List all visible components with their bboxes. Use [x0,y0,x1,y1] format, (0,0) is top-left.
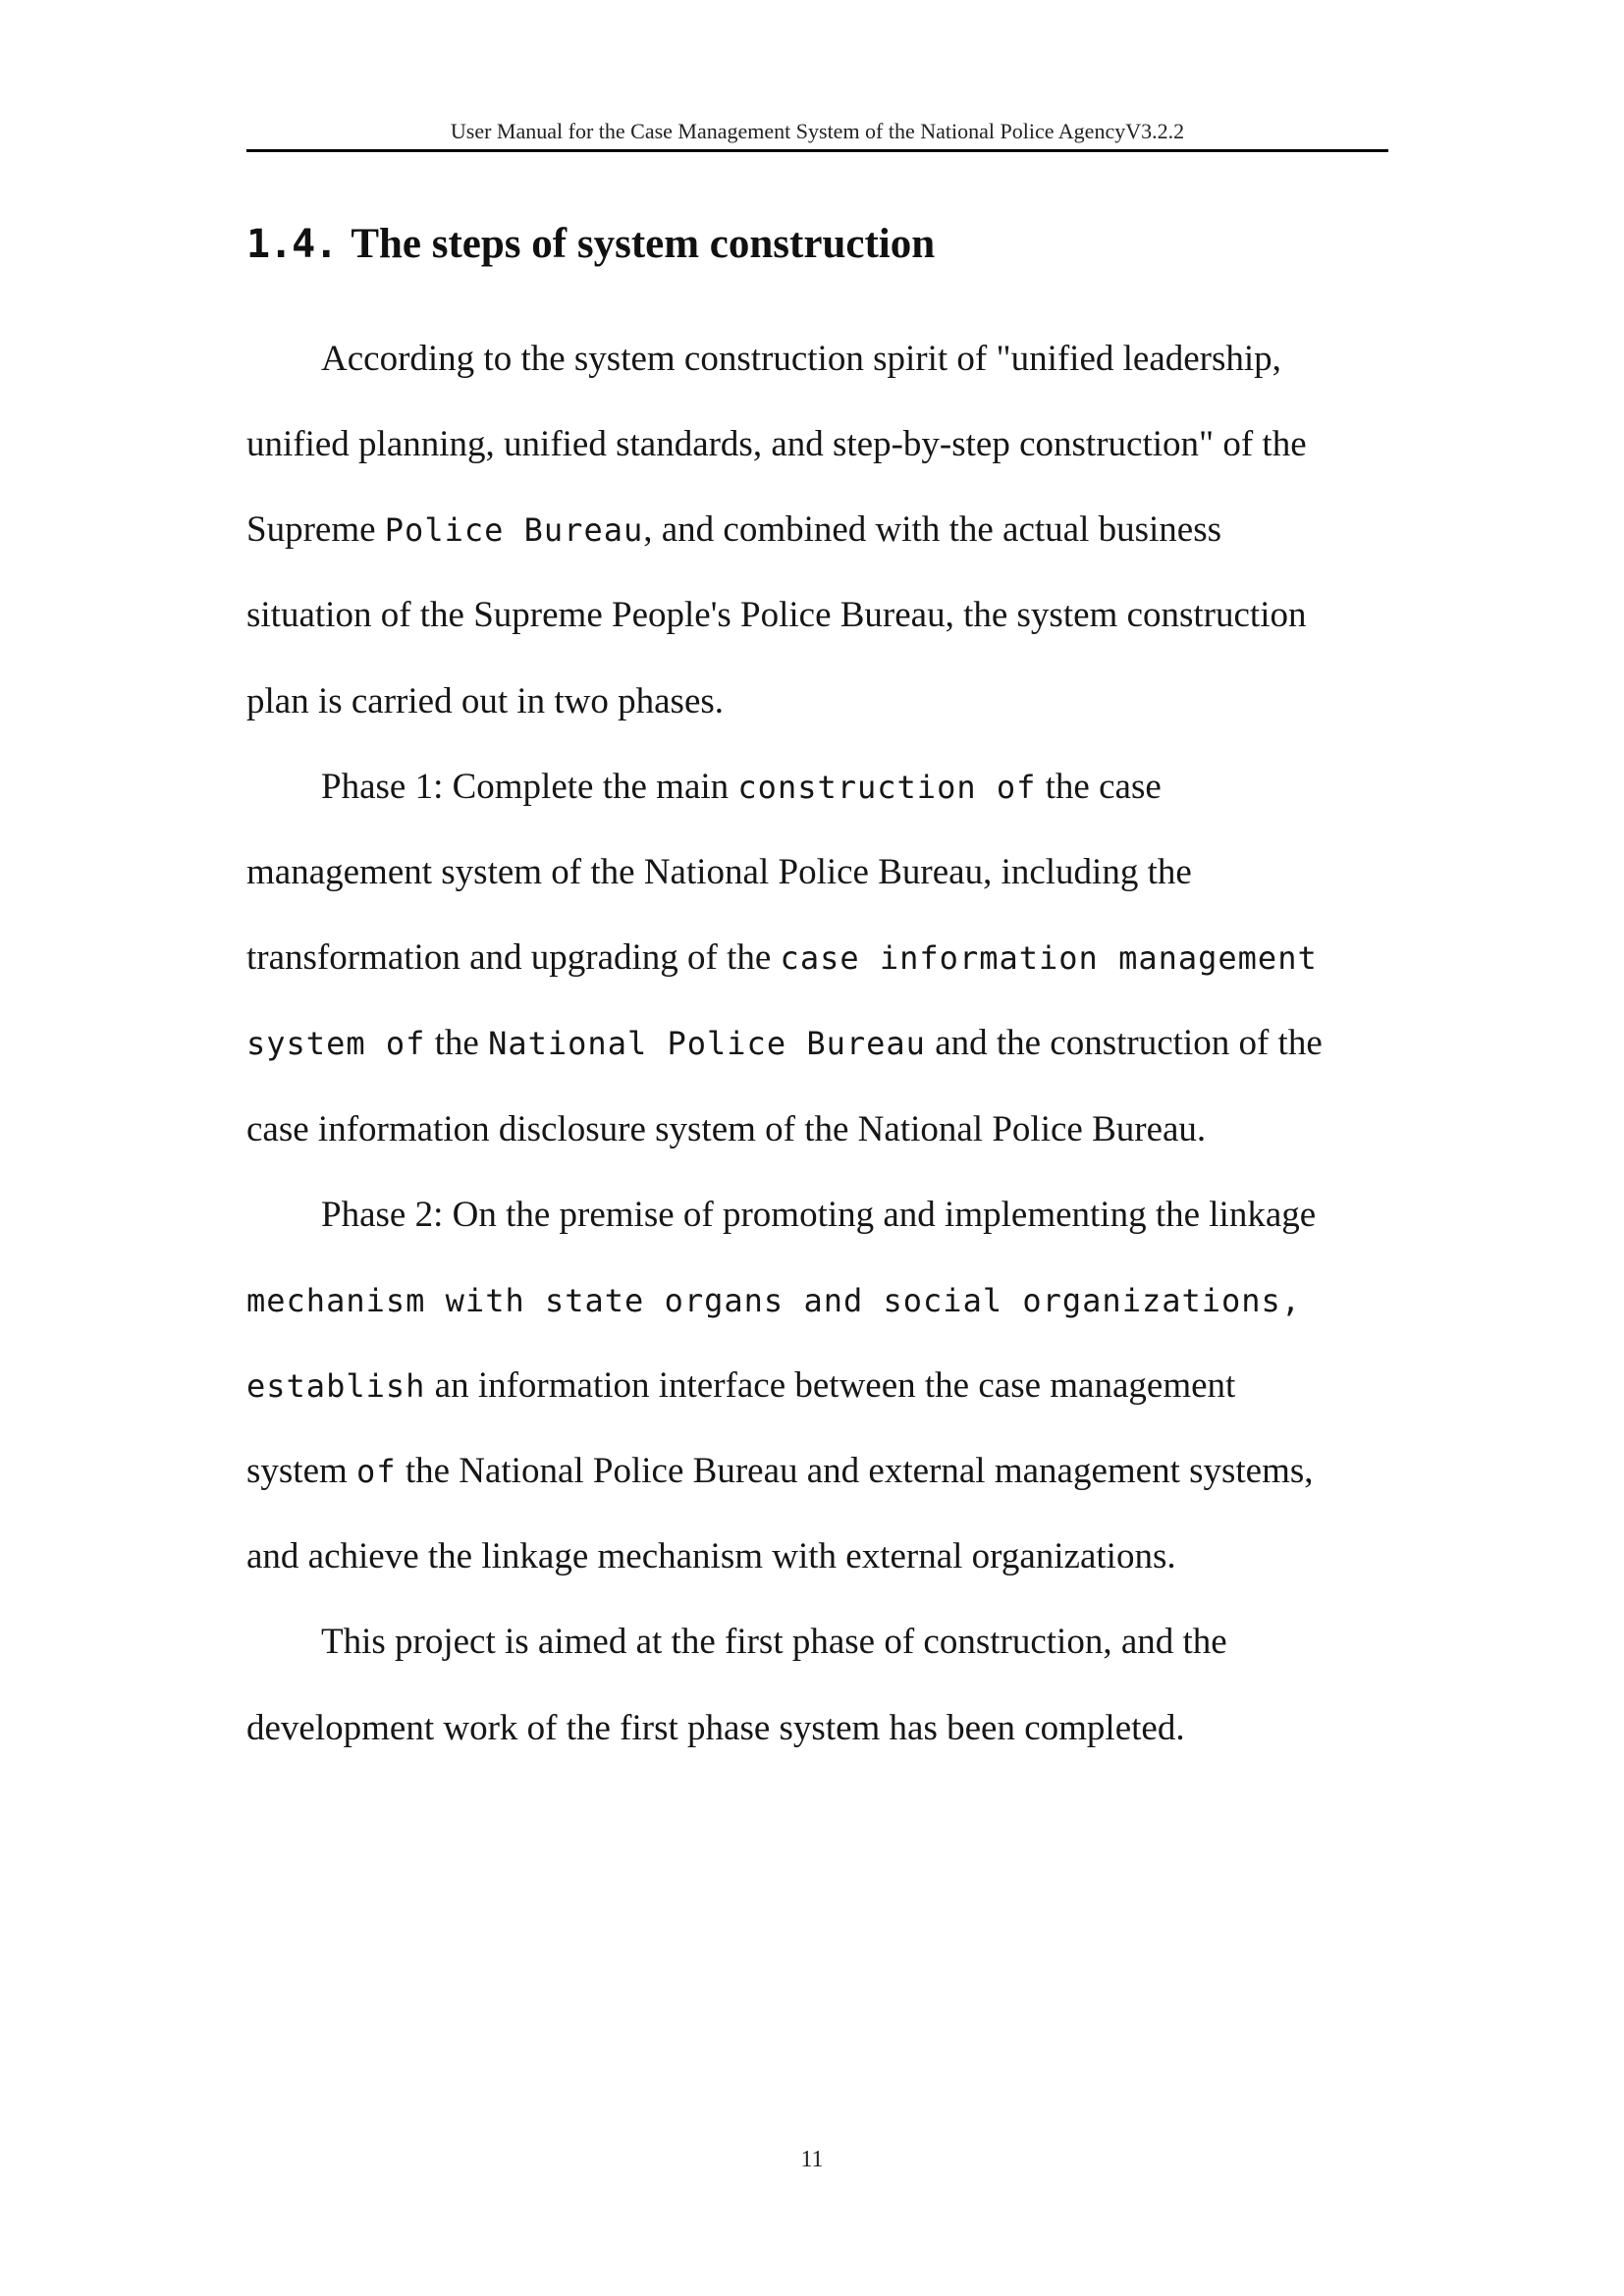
text-run: , and combined with the actual business [643,509,1222,550]
text-run: an information interface between the case management [425,1365,1236,1406]
text-line [321,759,1162,816]
text-line [246,502,1221,559]
section-heading [246,208,935,281]
text-run: construction of [737,769,1037,806]
text-run: case information management [780,939,1318,977]
text-run: development work of the first phase system has been completed. [246,1708,1185,1748]
text-line [246,1443,1314,1500]
text-line [246,673,724,730]
text-line [246,416,1307,473]
text-run: plan is carried out in two phases. [246,681,725,721]
text-run: Supreme [246,509,385,550]
text-line [246,1358,1235,1415]
page-header [246,114,1388,152]
text-run: establish [246,1367,426,1405]
text-run: system [246,1451,357,1491]
text-run: This project is aimed at the first phase of construction, and the [321,1622,1227,1662]
text-run: Phase 1: Complete the main [321,767,738,807]
text-line [246,1700,1185,1757]
text-line [246,844,1192,901]
text-line [246,1528,1176,1585]
text-line [246,587,1306,644]
text-line [321,1187,1316,1244]
text-run: mechanism with state organs and social organizations, [246,1282,1302,1319]
section-title: The steps of system construction [351,221,936,267]
text-run: and the construction of the [925,1023,1323,1063]
text-line [246,1015,1323,1072]
text-run: Phase 2: On the premise of promoting and implementing the linkage [321,1195,1317,1235]
text-run: the case [1036,767,1162,807]
text-run: management system of the National Police Bureau, including the [246,852,1192,892]
text-line [246,1101,1206,1158]
text-line [321,1614,1227,1671]
text-run: National Police Bureau [488,1025,926,1062]
text-line [321,331,1281,388]
text-run: system of [246,1025,426,1062]
text-run: the National Police Bureau and external management systems, [396,1451,1314,1491]
header-title: User Manual for the Case Management System of the National Police AgencyV3.2.2 [450,119,1185,143]
text-run: Police Bureau [384,511,644,549]
text-run: transformation and upgrading of the [246,937,781,978]
section-number: 1.4. [246,222,338,267]
text-line [246,930,1318,987]
text-run: unified planning, unified standards, and step-by-step construction" of the [246,424,1307,464]
text-run: of [356,1453,397,1490]
page-number: 11 [800,2147,824,2172]
text-run: and achieve the linkage mechanism with external organizations. [246,1536,1176,1576]
text-run: case information disclosure system of the National Police Bureau. [246,1109,1207,1149]
text-run: According to the system construction spirit of "unified leadership, [321,339,1281,379]
text-run: the [425,1023,489,1063]
text-run: situation of the Supreme People's Police Bureau, the system construction [246,595,1307,635]
text-line [246,1272,1301,1329]
